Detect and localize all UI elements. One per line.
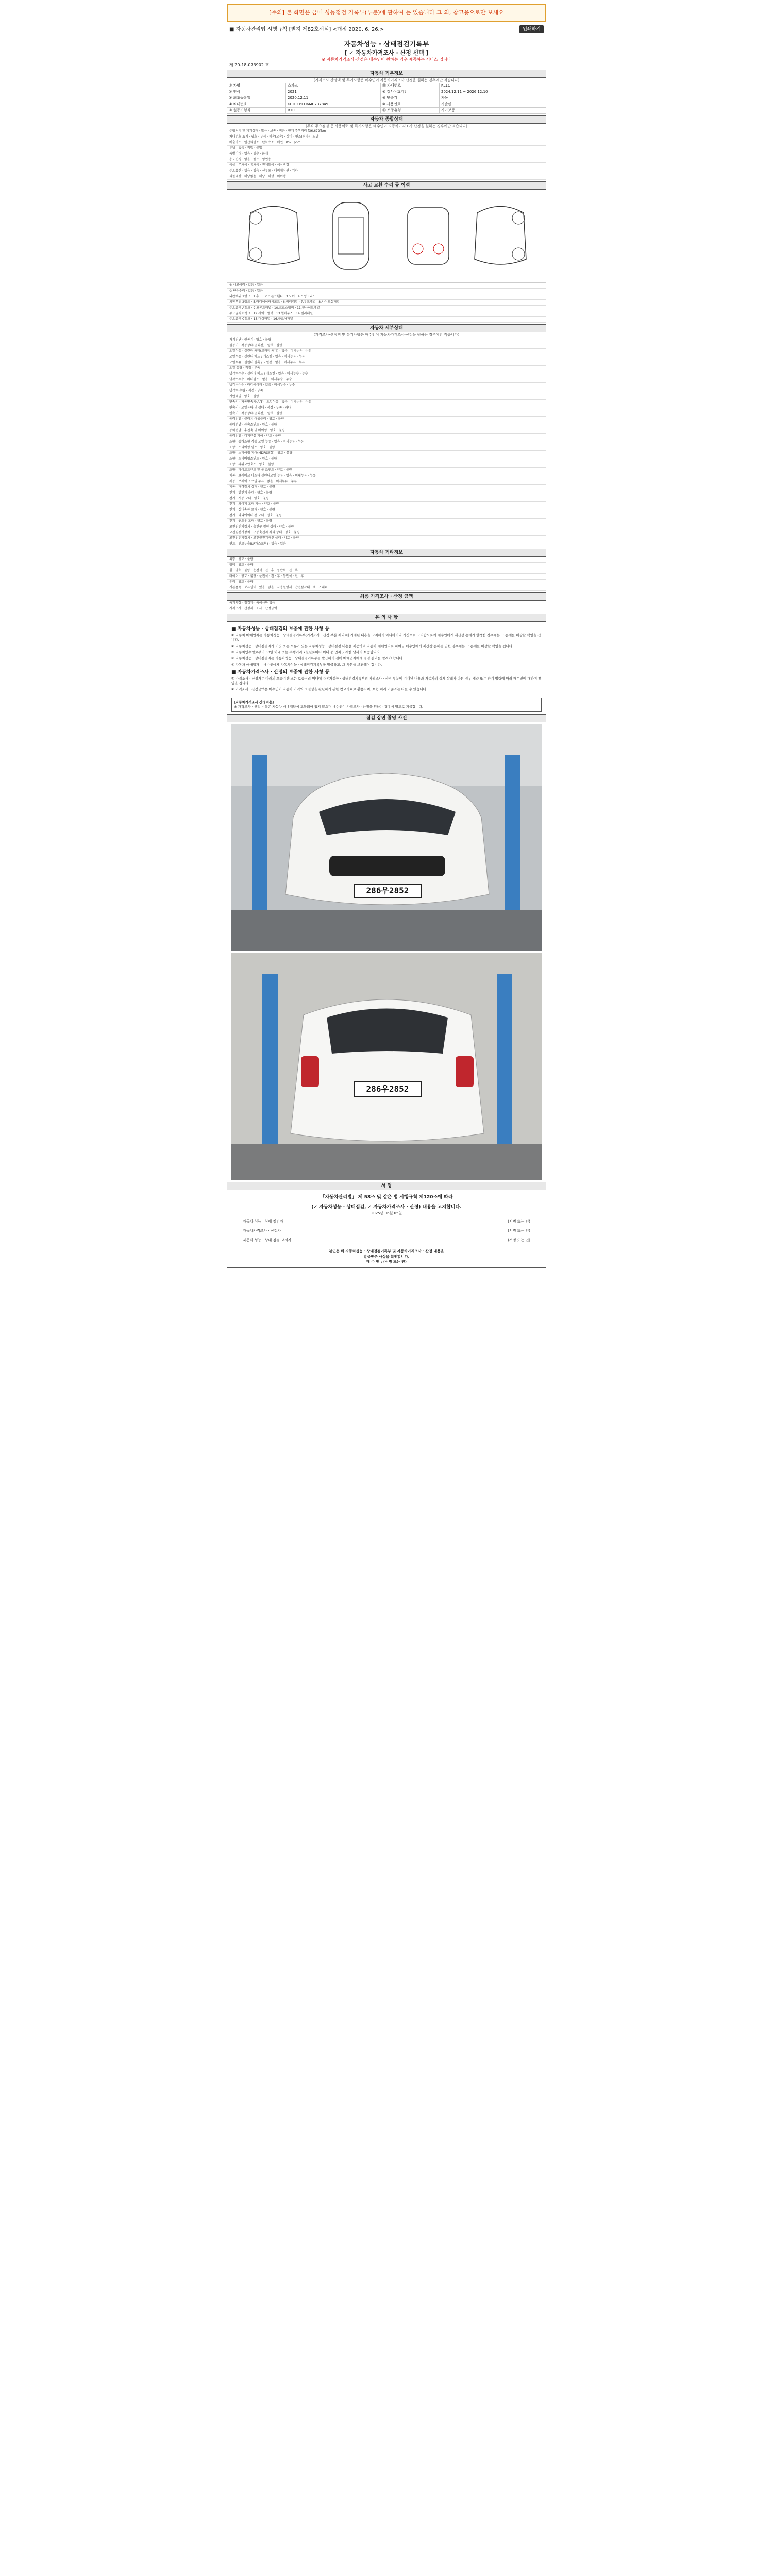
accident-header: 사고 교환 수리 등 이력 [227,181,546,190]
table-row: 리콜대상 · 해당없음 · 해당 · 이행 · 미이행 [227,174,546,180]
table-row: 변속기 · 오일유량 및 상태 · 적정 · 부족 · 과다 [227,405,546,411]
front-license-plate: 286우2852 [366,886,409,895]
car-front-photo [231,724,542,951]
price-cost-box [231,698,542,712]
opinion-table [227,601,546,612]
car-rear-icon [397,197,459,275]
table-row: 주행거리 및 계기상태 · 많음 · 보통 · 적음 · 현재 주행거리 [36,672]km [227,129,546,134]
table-row: 외판부위 2랭크 · 5.라디에이터서포트 · 6.쿼터패널 · 7.루프패널 · 8.사이드실패널 [227,300,546,306]
table-row: 오일누유 · 실린더 커버(로커암 커버) · 없음 · 미세누유 · 누유 [227,349,546,354]
notes-paragraph: ⑤ 자동차 매매업자는 매수인에게 자동차성능 · 상태점검기록부를 발급하고, 그 사본을 보관해야 합니다. [231,663,382,667]
table-row: ② 단순수리 · 없음 · 있음 [227,289,546,294]
print-button[interactable]: 인쇄하기 [519,25,544,33]
table-row: ② 연식 2021 ⑧ 검사유효기간 2024.12.11 ~ 2026.12.10 [227,89,546,95]
table-row: 전기 · 라디에이터 팬 모터 · 양호 · 불량 [227,513,546,519]
notes-paragraph: ① 자동차 매매업자는 자동차성능 · 상태점검기록부(가격조사 · 산정 부분 제외)에 기재된 내용을 고지하지 아니하거나 거짓으로 고지함으로써 매수인에게 재산상 손해가 발생한 경우에는 그 손해를 배상할 책임을 집니다. [231,633,541,642]
table-row: ③ 최초등록일 2020.12.11 ⑨ 변속기 자동 [227,95,546,101]
table-row: 커먼레일 · 양호 · 불량 [227,394,546,400]
table-row: 조향 · 스티어링 기어(MDPS포함) · 양호 · 불량 [227,451,546,456]
page-subtitle: [ ✓ 자동차가격조사 · 산정 선택 ] [344,49,429,56]
table-row: 냉각수누수 · 워터펌프 · 없음 · 미세누수 · 누수 [227,377,546,383]
table-row: ④ 차대번호 KL1CC6ED6MC737849 ⑩ 사용연료 가솔린 [227,101,546,108]
top-notice-banner: [주의] 본 화면은 금메 성능점검 기록부(부분)에 관하여 는 있습니다 그 외, 참고용으로만 보세요 [227,4,546,22]
table-row: 조향 · 스티어링 펌프 · 양호 · 불량 [227,445,546,451]
notes-paragraph: ③ 자동차인수일로부터 30일 이내 또는 주행거리 2천킬로미터 이내 중 먼저 도래한 날까지 보증합니다. [231,650,381,654]
table-row: 냉각수 수량 · 적정 · 부족 [227,388,546,394]
notes-section-2-title: ■ 자동차가격조사 · 산정의 보증에 관한 사항 등 [231,670,330,675]
notes-paragraph: ② 가격조사 · 산정금액은 매수인이 자동차 가격의 적절성을 판단하기 위한 참고자료로 활용되며, 보험 처리 기준과는 다를 수 있습니다. [231,687,427,691]
car-rear-photo [231,953,542,1180]
table-row: 주요옵션 · 없음 · 있음 · 선루프 · 내비게이션 · 기타 [227,168,546,174]
notes-header: 유 의 사 항 [227,614,546,622]
table-row: 조향 · 타이로드엔드 및 볼 조인트 · 양호 · 불량 [227,468,546,473]
signature-row: 자동차가격조사 · 산정자 (서명 또는 인) [243,1229,530,1233]
rear-license-plate: 286우2852 [366,1084,409,1094]
table-row: 오일누유 · 실린더 헤드 / 개스킷 · 없음 · 미세누유 · 누유 [227,354,546,360]
price-cost-title: [자동차가격조사 산정비용] [234,700,274,704]
table-row: 제동 · 브레이크 마스터 실린더오일 누유 · 없음 · 미세누유 · 누유 [227,473,546,479]
table-row: 주요골격 C랭크 · 15.대쉬패널 · 16.플로어패널 [227,317,546,323]
table-row: 연료 · 연료누출(LP가스포함) · 없음 · 있음 [227,541,546,547]
notes-paragraph: ④ 자동차성능 · 상태점검자는 자동차성능 · 상태점검기록부를 발급하기 전에 매매업자에게 점검 결과를 알려야 합니다. [231,656,404,660]
opinion-header: 최종 가격조사 · 산정 금액 [227,592,546,601]
table-row: 배출가스 · 일산화탄소 · 탄화수소 · 매연 · 0% · ppm [227,140,546,146]
notes-body [227,622,546,696]
table-row: 고전원전기장치 · 구동축전지 격리 상태 · 양호 · 불량 [227,530,546,536]
table-row: 고전원전기장치 · 충전구 절연 상태 · 양호 · 불량 [227,524,546,530]
table-row: 제동 · 배력장치 상태 · 양호 · 불량 [227,485,546,490]
price-warning: ※ 자동차가격조사·산정은 매수인이 원하는 경우 제공하는 서비스 입니다 [322,57,451,62]
car-top-icon [320,197,382,275]
car-side-right-icon [469,197,531,275]
car-side-left-icon [243,197,305,275]
status-note: (주요 주요점검 등 사용이력 및 특기사항은 매수인이 자동차가격조사·산정을 원하는 경우에만 적습니다) [306,124,467,128]
table-row: 냉각수누수 · 실린더 헤드 / 개스킷 · 없음 · 미세누수 · 누수 [227,371,546,377]
table-row: 냉각수누수 · 라디에이터 · 없음 · 미세누수 · 누수 [227,383,546,388]
table-row: 고전원전기장치 · 고전원전기배선 상태 · 양호 · 불량 [227,536,546,541]
table-row: 가격조사 · 산정자 · 조사 · 산정금액 [227,606,546,612]
buyer-confirmation: 본인은 위 자동차성능 · 상태점검기록부 및 자동차가격조사 · 산정 내용을 발급받은 사실을 확인합니다. 매 수 인 : (서명 또는 인) [329,1249,444,1264]
table-row: 주요골격 A랭크 · 9.프론트패널 · 10.크로스멤버 · 11.인사이드패널 [227,306,546,311]
table-row: 전기 · 실내송풍 모터 · 양호 · 불량 [227,507,546,513]
table-row: 동력전달 · 등속조인트 · 양호 · 불량 [227,422,546,428]
table-row: 특기사항 · 점검자 · 특이사항 없음 [227,601,546,606]
table-row: 동력전달 · 추진축 및 베어링 · 양호 · 불량 [227,428,546,434]
table-row: ⑤ 원동기형식 B10 ⑫ 보증유형 자가보증 [227,108,546,114]
table-row: 색상 · 무채색 · 유채색 · 전체도색 · 색상변경 [227,163,546,168]
table-row: 오일 유량 · 적정 · 부족 [227,366,546,371]
table-row: ① 사고이력 · 없음 · 있음 [227,283,546,289]
inspection-document [227,23,546,1268]
status-header: 자동차 종합상태 [227,115,546,124]
table-row: 휠 · 양호 · 불량 · 운전석 · 전 · 후 · 동반석 · 전 · 후 [227,568,546,574]
table-row: 변속기 · 작동상태(공회전) · 양호 · 불량 [227,411,546,417]
table-row: 제동 · 브레이크 오일 누유 · 없음 · 미세누유 · 누유 [227,479,546,485]
table-row: 변속기 · 자동변속기(A/T) · 오일누유 · 없음 · 미세누유 · 누유 [227,400,546,405]
sign-legal-2: (✓ 자동차성능 · 상태점검, ✓ 자동차가격조사 · 산정) 내용을 고지합니다. [311,1205,462,1210]
car-rear-image [231,953,542,1180]
notes-section-1-title: ■ 자동차성능 · 상태점검의 보증에 관한 사항 등 [231,626,330,632]
detail-header: 자동차 세부상태 [227,324,546,332]
photos-header: 점검 장면 촬영 사진 [227,714,546,722]
price-cost-text: ※ 가격조사 · 산정 비용은 자동차 매매계약에 포함되어 있지 않으며 매수인이 가격조사 · 산정을 원하는 경우에 별도로 지불합니다. [234,705,423,709]
page-title: 자동차성능 · 상태점검기록부 [344,41,429,48]
detail-note: (가격조사·산정액 및 특기사항은 매수인이 자동차가격조사·산정을 원하는 경우에만 적습니다) [313,333,460,337]
options-header: 자동차 기타정보 [227,549,546,557]
sign-legal-1: 「자동차관리법」 제 58조 및 같은 법 시행규칙 제120조에 따라 [320,1195,453,1200]
table-row: 기본품목 · 보유상태 · 있음 · 없음 · 사용설명서 · 안전삼각대 · 잭 · 스패너 [227,585,546,591]
table-row: ① 차명 스파크 ⑪ 차대번호 KL1C [227,83,546,89]
table-row: 자기진단 · 원동기 · 양호 · 불량 [227,337,546,343]
signature-row: 자동차 성능 · 상태 점검 고지자 (서명 또는 인) [243,1238,530,1242]
detail-table [227,337,546,547]
table-row: 타이어 · 양호 · 불량 · 운전석 · 전 · 후 · 동반석 · 전 · 후 [227,574,546,580]
table-row: 조향 · 동력조향 작동 오일 누유 · 없음 · 미세누유 · 누유 [227,439,546,445]
basic-info-header: 자동차 기본정보 [227,70,546,78]
options-table [227,557,546,591]
sign-date: 2025년 06월 05일 [371,1211,402,1215]
form-header [227,23,546,37]
form-reference: ■ 자동차관리법 시행규칙 [별지 제82호서식] <개정 2020. 6. 26.> [229,27,384,32]
notes-paragraph: ① 가격조사 · 산정자는 아래의 보증기간 또는 보증거리 이내에 자동차성능 · 상태점검기록부의 가격조사 · 산정 부분에 기재된 내용과 자동차의 실제 상태가 다른 경우 계약 또는 관계 법령에 따라 매수인에 대하여 책임을 집니다. [231,676,542,685]
basic-info-table [227,83,546,114]
table-row: 주요골격 B랭크 · 12.사이드멤버 · 13.휠하우스 · 14.필러패널 [227,311,546,317]
table-row: 조향 · 스티어링조인트 · 양호 · 불량 [227,456,546,462]
table-row: 유리 · 양호 · 불량 [227,580,546,585]
basic-info-note: (가격조사·산정액 및 특기사항은 매수인이 자동차가격조사·산정을 원하는 경우에만 적습니다) [313,78,460,82]
table-row: 광택 · 양호 · 불량 [227,563,546,568]
table-row: 용도변경 · 없음 · 렌트 · 영업용 [227,157,546,163]
status-table [227,129,546,180]
car-front-image [231,724,542,951]
table-row: 조향 · 파워고압호스 · 양호 · 불량 [227,462,546,468]
table-row: 원동기 · 작동상태(공회전) · 양호 · 불량 [227,343,546,349]
accident-table [227,283,546,323]
table-row: 전기 · 시동 모터 · 양호 · 불량 [227,496,546,502]
table-row: 동력전달 · 디퍼렌셜 기어 · 양호 · 불량 [227,434,546,439]
table-row: 외장 · 양호 · 불량 [227,557,546,563]
table-row: 차대번호 표기 · 양호 · 부식 · 훼손(오손) · 상이 · 변조(변타) · 도말 [227,134,546,140]
signature-row: 자동차 성능 · 상태 점검자 (서명 또는 인) [243,1219,530,1224]
table-row: 동력전달 · 클러치 어셈블리 · 양호 · 불량 [227,417,546,422]
table-row: 전기 · 와이퍼 모터 기능 · 양호 · 불량 [227,502,546,507]
registration-number: 제 20-18-073902 호 [229,63,270,67]
table-row: 전기 · 발전기 출력 · 양호 · 불량 [227,490,546,496]
sign-header: 서 명 [227,1182,546,1190]
table-row: 튜닝 · 없음 · 적법 · 불법 [227,146,546,151]
table-row: 특별이력 · 없음 · 침수 · 화재 [227,151,546,157]
car-diagram [227,190,546,283]
table-row: 오일누유 · 실린더 블록 / 오일팬 · 없음 · 미세누유 · 누유 [227,360,546,366]
table-row: 외판부위 1랭크 · 1.후드 · 2.프론트휀더 · 3.도어 · 4.트렁크리드 [227,294,546,300]
notes-paragraph: ② 자동차성능 · 상태점검자가 거짓 또는 오류가 있는 자동차성능 · 상태점검 내용을 제공하여 자동차 매매업자로 하여금 매수인에게 재산상 손해를 입힌 경우에는 그 손해를 배상할 책임을 집니다. [231,644,514,648]
table-row: 전기 · 윈도우 모터 · 양호 · 불량 [227,519,546,524]
